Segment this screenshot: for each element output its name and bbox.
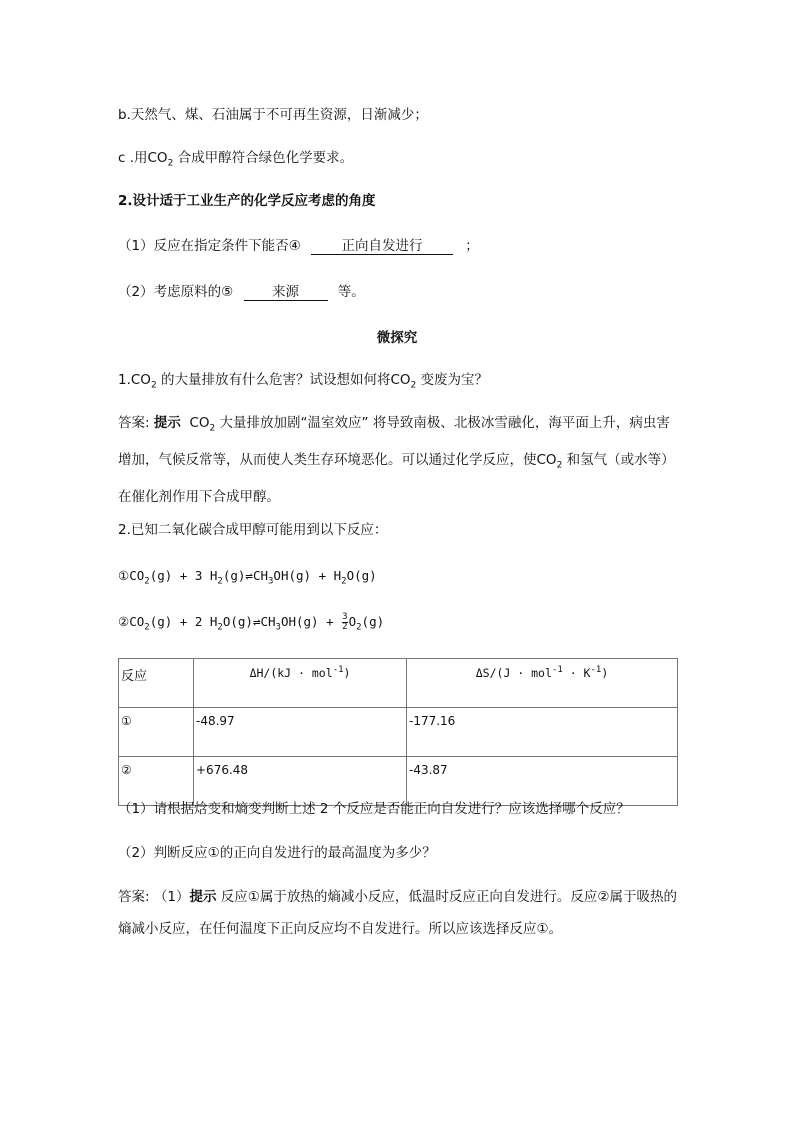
eq2-e: O <box>348 614 357 629</box>
question-reactions: 2.已知二氧化碳合成甲醇可能用到以下反应： <box>118 522 388 538</box>
q2-blank <box>244 284 328 301</box>
sub: 2 <box>217 622 223 633</box>
hint-label: 提示 <box>189 889 217 905</box>
eq1-e: O(g) <box>346 568 377 583</box>
sub: 2 <box>410 380 417 391</box>
answer-1 <box>118 408 678 514</box>
q2-pre: （2）考虑原料的⑤ <box>118 284 234 300</box>
eq1-b: (g) + 3 H <box>149 568 218 583</box>
h2-post: ) <box>343 665 351 680</box>
thermo-table <box>118 658 678 806</box>
table-header-row <box>119 659 678 708</box>
cell-reaction: ① <box>119 708 194 757</box>
table-row <box>119 708 678 757</box>
section-title: 微探究 <box>376 330 418 346</box>
answer-2 <box>118 882 678 945</box>
eq1-a: ①CO <box>118 568 145 583</box>
hint-label: 提示 <box>153 415 181 431</box>
cell-ds: -43.87 <box>407 757 678 806</box>
sub-question-2: （2）判断反应①的正向自发进行的最高温度为多少？ <box>118 845 436 861</box>
line-c-post: 合成甲醇符合绿色化学要求。 <box>173 150 354 166</box>
fraction <box>342 613 347 632</box>
sup: -1 <box>332 665 344 675</box>
a1-t1: CO <box>189 415 210 431</box>
line-c-pre: c .用CO <box>118 150 168 166</box>
question-1 <box>118 236 479 256</box>
q2-blank-text: 来源 <box>272 284 299 300</box>
q1-blank-text: 正向自发进行 <box>341 238 423 254</box>
header-reaction: 反应 <box>119 659 194 708</box>
eq2-d: OH(g) + <box>280 614 334 629</box>
qco2-b: 的大量排放有什么危害？试设想如何将CO <box>156 372 411 388</box>
qco2-a: 1.CO <box>118 372 151 388</box>
eq1-c: (g)⇌CH <box>222 568 268 583</box>
a1-t2: 大量排放加剧“温室效应” 将导致南极、北极冰雪融化，海平面上升，病虫害增加，气候反常等，从而使人类生存环境恶化。可以通过化学反应，使CO <box>118 415 670 469</box>
h3-post: ) <box>601 665 609 680</box>
eq1-d: OH(g) + H <box>273 568 342 583</box>
sub-question-1: （1）请根据焓变和熵变判断上述 2 个反应是否能正向自发进行？应该选择哪个反应？ <box>118 801 630 817</box>
line-b: b.天然气、煤、石油属于不可再生资源，日渐减少； <box>118 107 428 123</box>
cell-ds: -177.16 <box>407 708 678 757</box>
sub: 2 <box>167 158 174 169</box>
question-co2 <box>118 370 488 396</box>
h3-mid: · K <box>562 665 591 680</box>
q1-post: ； <box>465 238 479 254</box>
eq2-a: ②CO <box>118 614 145 629</box>
line-c <box>118 148 353 174</box>
header-ds <box>407 659 678 708</box>
eq2-f: (g) <box>361 614 385 629</box>
sub: 2 <box>217 576 223 587</box>
cell-reaction: ② <box>119 757 194 806</box>
sub: 2 <box>150 380 157 391</box>
q2-post: 等。 <box>337 284 365 300</box>
answer-label: 答案: <box>118 889 150 905</box>
equation-2 <box>118 612 384 638</box>
eq2-c: O(g)⇌CH <box>222 614 276 629</box>
equation-1 <box>118 566 377 592</box>
eq2-b: (g) + 2 H <box>149 614 218 629</box>
sub: 3 <box>275 622 281 633</box>
sub: 2 <box>341 576 347 587</box>
cell-dh: -48.97 <box>194 708 407 757</box>
q1-pre: （1）反应在指定条件下能否④ <box>118 238 301 254</box>
heading-2: 2.设计适于工业生产的化学反应考虑的角度 <box>118 193 376 209</box>
a1-t3: 和氢气（或水等）在催化剂作用下合成甲醇。 <box>118 452 675 506</box>
sup: -1 <box>551 665 563 675</box>
qco2-c: 变废为宝？ <box>416 372 489 388</box>
sup: -1 <box>590 665 602 675</box>
header-dh <box>194 659 407 708</box>
answer2-text: 反应①属于放热的熵减小反应，低温时反应正向自发进行。反应②属于吸热的熵减小反应，在任何温度下正向反应均不自发进行。所以应该选择反应①。 <box>118 889 677 937</box>
sub: 2 <box>356 622 362 633</box>
frac-den: 2 <box>342 622 348 632</box>
frac-num: 3 <box>342 612 348 622</box>
sub: 2 <box>144 622 150 633</box>
q1-blank <box>311 238 453 255</box>
answer-label: 答案: <box>118 415 150 431</box>
h2-pre: ΔH/(kJ · mol <box>249 665 333 680</box>
sub: 2 <box>209 423 216 434</box>
question-2 <box>118 282 365 302</box>
h3-pre: ΔS/(J · mol <box>475 665 552 680</box>
answer2-pre: （1） <box>153 889 190 905</box>
cell-dh: +676.48 <box>194 757 407 806</box>
sub: 2 <box>144 576 150 587</box>
sub: 3 <box>268 576 274 587</box>
sub: 2 <box>556 460 563 471</box>
